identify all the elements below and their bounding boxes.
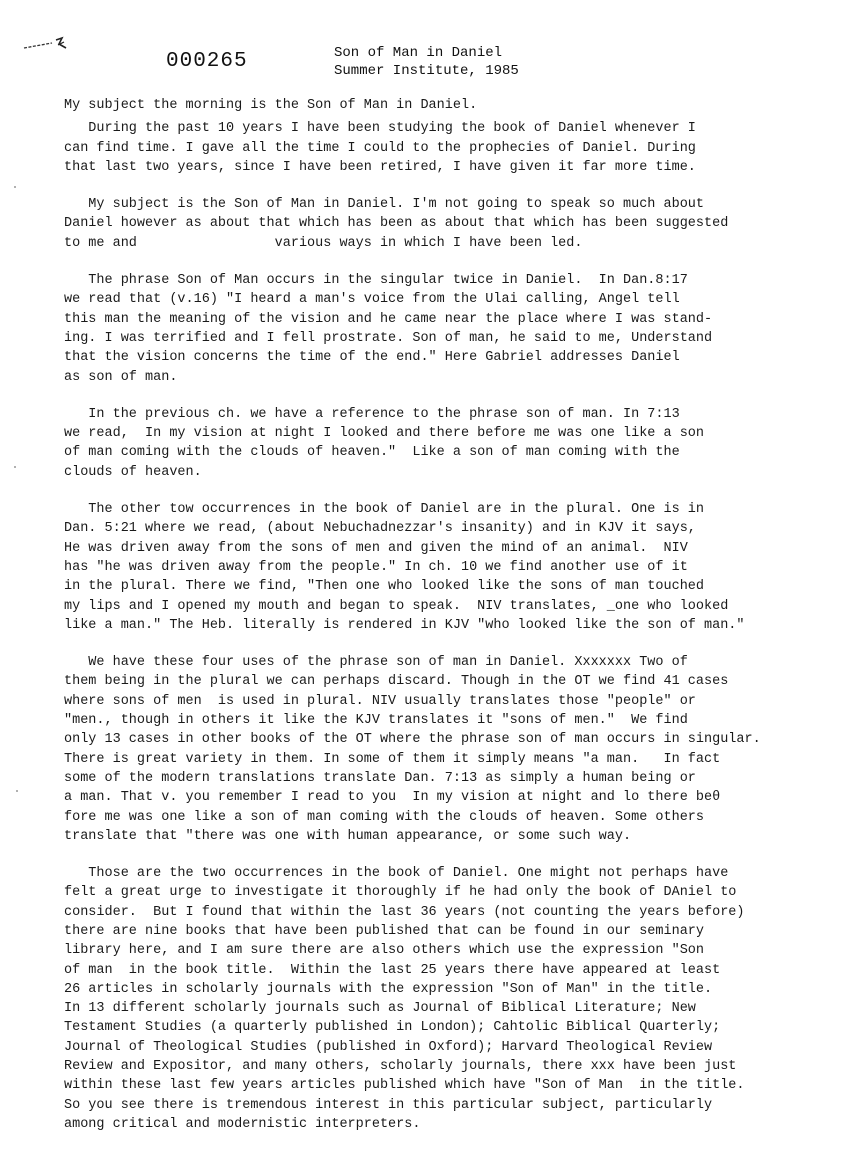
text-line: my lips and I opened my mouth and began to speak. NIV translates, _one who looked: [64, 598, 729, 614]
text-line: fore me was one like a son of man coming with the clouds of heaven. Some others: [64, 809, 705, 825]
document-subtitle: Summer Institute, 1985: [334, 63, 519, 79]
text-line: that last two years, since I have been retired, I have given it far more time.: [64, 159, 696, 175]
document-title: Son of Man in Daniel: [334, 45, 503, 61]
text-line: within these last few years articles published which have "Son of Man in the title.: [64, 1078, 745, 1094]
paragraph-subject: [64, 195, 804, 253]
paragraph-intro: [64, 96, 804, 115]
text-line: where sons of men is used in plural. NIV usually translates those "people" or: [64, 693, 696, 709]
paragraph-study-background: [64, 119, 804, 177]
text-line: some of the modern translations translate Dan. 7:13 as simply a human being or: [64, 770, 696, 786]
scan-speck: [16, 790, 18, 792]
text-line: In the previous ch. we have a reference to the phrase son of man. In 7:13: [64, 406, 680, 422]
text-line: consider. But I found that within the last 36 years (not counting the years before): [64, 904, 745, 920]
text-line: Journal of Theological Studies (published in Oxford); Harvard Theological Review: [64, 1039, 713, 1055]
text-line: we read, In my vision at night I looked and there before me was one like a son: [64, 426, 705, 442]
text-line: Dan. 5:21 where we read, (about Nebuchadnezzar's insanity) and in KJV it says,: [64, 521, 696, 537]
text-line: So you see there is tremendous interest in this particular subject, particularly: [64, 1097, 713, 1113]
text-line: in the plural. There we find, "Then one who looked like the sons of man touched: [64, 579, 705, 595]
paragraph-four-uses: [64, 653, 804, 846]
text-line: to me and various ways in which I have been led.: [64, 235, 583, 251]
text-line: this man the meaning of the vision and he came near the place where I was stand-: [64, 311, 713, 327]
text-line: Review and Expositor, and many others, scholarly journals, there xxx have been just: [64, 1059, 737, 1075]
text-line: of man coming with the clouds of heaven." Like a son of man coming with the: [64, 445, 680, 461]
text-line: During the past 10 years I have been studying the book of Daniel whenever I: [64, 121, 696, 137]
document-header: [334, 44, 519, 80]
text-line: felt a great urge to investigate it thoroughly if he had only the book of DAniel to: [64, 885, 737, 901]
text-line: like a man." The Heb. literally is rendered in KJV "who looked like the son of man.": [64, 617, 745, 633]
text-line: ing. I was terrified and I fell prostrate. Son of man, he said to me, Understand: [64, 330, 713, 346]
scan-speck: [14, 466, 16, 468]
paragraph-plural-occurrences: [64, 500, 804, 635]
text-line: The other tow occurrences in the book of Daniel are in the plural. One is in: [64, 502, 705, 518]
scan-speck: [14, 186, 16, 188]
text-line: translate that "there was one with human appearance, or some such way.: [64, 828, 632, 844]
text-line: He was driven away from the sons of men and given the mind of an animal. NIV: [64, 540, 688, 556]
text-line: that the vision concerns the time of the end." Here Gabriel addresses Daniel: [64, 350, 680, 366]
text-line: Those are the two occurrences in the book of Daniel. One might not perhaps have: [64, 866, 729, 882]
text-line: clouds of heaven.: [64, 464, 202, 480]
paragraph-previous-chapter: [64, 405, 804, 482]
text-line: Testament Studies (a quarterly published in London); Cahtolic Biblical Quarterly;: [64, 1020, 721, 1036]
text-line: we read that (v.16) "I heard a man's voice from the Ulai calling, Angel tell: [64, 292, 680, 308]
text-line: among critical and modernistic interpreters.: [64, 1116, 421, 1132]
text-line: We have these four uses of the phrase son of man in Daniel. Xxxxxxx Two of: [64, 655, 688, 671]
paragraph-scholarly-interest: [64, 864, 804, 1134]
text-line: as son of man.: [64, 369, 178, 385]
text-line: can find time. I gave all the time I could to the prophecies of Daniel. During: [64, 140, 696, 156]
document-number: 000265: [166, 50, 248, 73]
text-line: There is great variety in them. In some of them it simply means "a man. In fact: [64, 751, 721, 767]
text-line: only 13 cases in other books of the OT where the phrase son of man occurs in singular.: [64, 732, 761, 748]
text-line: of man in the book title. Within the last 25 years there have appeared at least: [64, 962, 721, 978]
paragraph-singular-occurrence: [64, 271, 804, 387]
text-line: The phrase Son of Man occurs in the singular twice in Daniel. In Dan.8:17: [64, 273, 688, 289]
text-line: My subject is the Son of Man in Daniel. I'm not going to speak so much about: [64, 197, 705, 213]
text-line: My subject the morning is the Son of Man in Daniel.: [64, 98, 478, 113]
text-line: has "he was driven away from the people." In ch. 10 we find another use of it: [64, 559, 688, 575]
text-line: 26 articles in scholarly journals with the expression "Son of Man" in the title.: [64, 981, 713, 997]
text-line: library here, and I am sure there are also others which use the expression "Son: [64, 943, 705, 959]
handwritten-arrow-mark: [22, 36, 70, 54]
document-body: [64, 96, 804, 1152]
text-line: there are nine books that have been published that can be found in our seminary: [64, 923, 705, 939]
text-line: them being in the plural we can perhaps discard. Though in the OT we find 41 cases: [64, 674, 729, 690]
text-line: "men., though in others it like the KJV translates it "sons of men." We find: [64, 713, 688, 729]
text-line: In 13 different scholarly journals such as Journal of Biblical Literature; New: [64, 1001, 696, 1017]
text-line: Daniel however as about that which has been as about that which has been suggested: [64, 216, 729, 232]
text-line: a man. That v. you remember I read to you In my vision at night and lo there beθ: [64, 790, 721, 806]
